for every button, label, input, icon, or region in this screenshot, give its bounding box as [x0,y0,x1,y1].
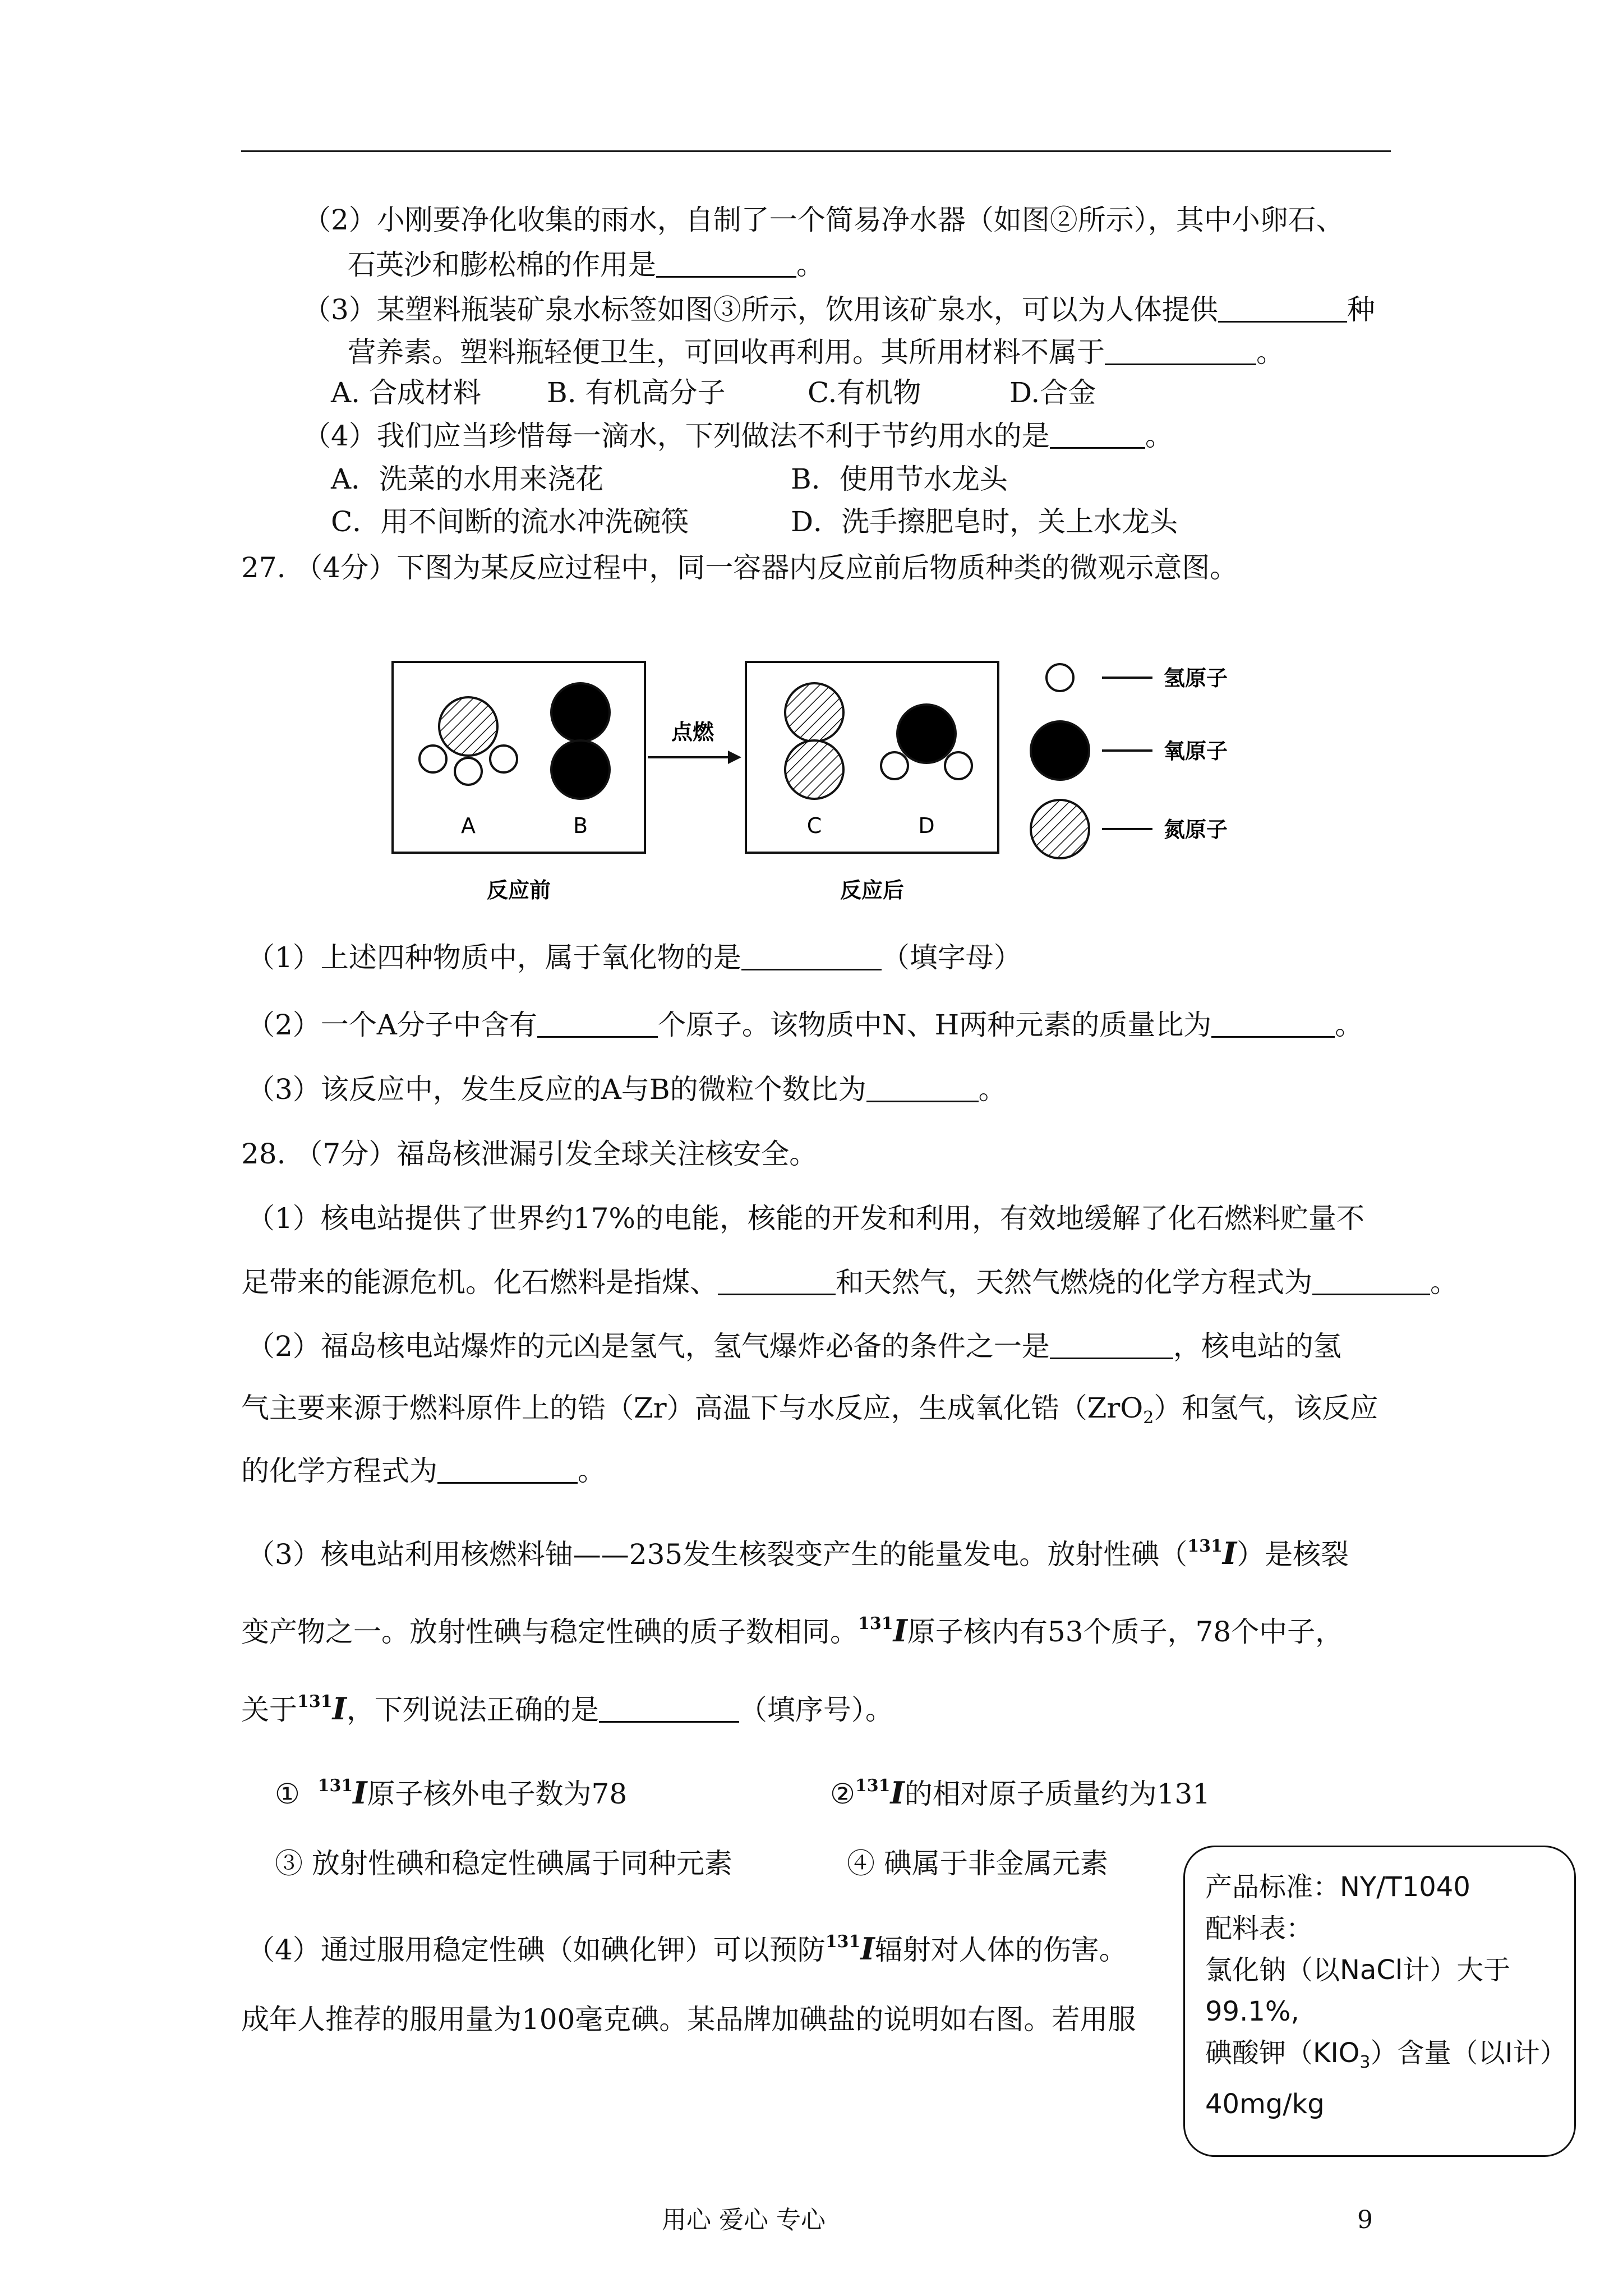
q26-part3-line1: （3）某塑料瓶装矿泉水标签如图③所示，饮用该矿泉水，可以为人体提供 种 [303,293,1375,326]
salt-label-kio3: 碘酸钾$(KIO_3)$含量（以I计）40mg/kg [1205,2037,1553,2120]
label-b: B [573,813,588,838]
answer-blank[interactable] [599,1699,739,1723]
answer-blank[interactable] [1211,1014,1335,1038]
legend-nitrogen-icon [1031,800,1089,858]
q28-option-4: ④ 碘属于非金属元素 [847,1847,1108,1880]
arrow-label: 点燃 [671,720,714,744]
nitrogen-atom [785,740,843,799]
q26-option-c: C.有机物 [808,376,921,409]
answer-blank[interactable] [1105,341,1256,365]
answer-blank[interactable] [1050,1335,1173,1359]
hydrogen-atom [419,746,446,772]
caption-before: 反应前 [486,878,551,903]
q26-part4: （4）我们应当珍惜每一滴水，下列做法不利于节约用水的是 。 [303,420,1173,452]
legend-hydrogen-icon [1046,664,1073,691]
q28-option-3: ③ 放射性碘和稳定性碘属于同种元素 [275,1847,732,1880]
footer-motto: 用心 爱心 专心 [662,2206,826,2234]
salt-label-standard: 产品标准：NY/T1040 [1205,1871,1470,1903]
q27-part1: （1）上述四种物质中，属于氧化物的是 （填字母） [247,941,1022,974]
label-d: D [918,813,935,838]
answer-blank[interactable] [1218,298,1347,323]
legend-hydrogen-label: 氢原子 [1164,666,1228,691]
answer-blank[interactable] [1050,425,1145,449]
hydrogen-atom [490,746,517,772]
q28-part4-line2: 成年人推荐的服用量为100毫克碘。某品牌加碘盐的说明如右图。若用服 [241,2003,1136,2036]
q27-title: 27. （4分）下图为某反应过程中，同一容器内反应前后物质种类的微观示意图。 [241,551,1238,584]
salt-label-nacl: 氯化钠（以NaCl计）大于99.1%, [1205,1954,1511,2027]
hydrogen-atom [881,752,908,779]
q26-option-d: D.合金 [1009,376,1096,409]
salt-label-ingredients-heading: 配料表： [1205,1913,1313,1944]
hydrogen-atom [455,758,482,785]
answer-blank[interactable] [537,1014,658,1038]
iodized-salt-label [1183,1846,1576,2157]
q28-part2-line1: （2）福岛核电站爆炸的元凶是氢气，氢气爆炸必备的条件之一是 ，核电站的氢 [247,1330,1341,1363]
label-c: C [806,813,822,838]
label-a: A [461,813,476,838]
q28-part3-line1: （3）核电站利用核燃料铀——235发生核裂变产生的能量发电。放射性碘（$^{131}$I）是核裂 [247,1535,1349,1571]
oxygen-atom [551,683,610,742]
q28-part4-line1: （4）通过服用稳定性碘（如碘化钾）可以预防$^{131}$I辐射对人体的伤害。 [247,1931,1127,1967]
q27-part2: （2）一个A分子中含有 个原子。该物质中N、H两种元素的质量比为 。 [247,1009,1363,1041]
hydrogen-atom [945,752,972,779]
q26-part2-line1: （2）小刚要净化收集的雨水，自制了一个简易净水器（如图②所示），其中小卵石、 [303,204,1344,236]
oxygen-atom [897,705,956,763]
answer-blank[interactable] [866,1078,979,1102]
q26-option-b: B. 有机高分子 [547,376,726,409]
nitrogen-atom [439,697,497,756]
answer-blank[interactable] [741,946,882,970]
q28-part2-line3: 的化学方程式为 。 [241,1455,606,1487]
q26-part4-option-d: D．洗手擦肥皂时，关上水龙头 [791,505,1178,538]
q26-option-a: A. 合成材料 [331,376,481,409]
q26-part2-line2: 石英沙和膨松棉的作用是 。 [348,249,824,281]
q28-part1-line1: （1）核电站提供了世界约17%的电能，核能的开发和利用，有效地缓解了化石燃料贮量不 [247,1202,1364,1235]
reaction-diagram [387,651,1301,914]
q26-part3-line2: 营养素。塑料瓶轻便卫生，可回收再利用。其所用材料不属于 。 [348,336,1284,369]
q28-part3-line3: 关于$^{131}$I，下列说法正确的是 （填序号）。 [241,1691,893,1727]
legend-oxygen-label: 氧原子 [1164,739,1228,763]
answer-blank[interactable] [718,1271,836,1295]
legend-oxygen-icon [1031,721,1089,780]
q26-part4-option-a: A．洗菜的水用来浇花 [331,463,604,495]
page-number: 9 [1357,2206,1373,2234]
caption-after: 反应后 [840,878,905,903]
q26-part4-option-c: C．用不间断的流水冲洗碗筷 [331,505,689,538]
q28-option-1: ① $^{131}$I原子核外电子数为78 [275,1775,628,1811]
nitrogen-atom [785,683,843,742]
q28-part3-line2: 变产物之一。放射性碘与稳定性碘的质子数相同。$^{131}$I原子核内有53个质子，78个中子， [241,1613,1344,1649]
q27-part3: （3）该反应中，发生反应的A与B的微粒个数比为 。 [247,1073,1007,1106]
oxygen-atom [551,740,610,799]
legend-nitrogen-label: 氮原子 [1164,817,1228,842]
answer-blank[interactable] [656,254,796,278]
q26-part4-option-b: B．使用节水龙头 [791,463,1008,495]
q28-part1-line2: 足带来的能源危机。化石燃料是指煤、 和天然气，天然气燃烧的化学方程式为 。 [241,1266,1458,1299]
answer-blank[interactable] [1312,1271,1430,1295]
q28-part2-line2: 气主要来源于燃料原件上的锆（Zr）高温下与水反应，生成氧化锆（ZrO$_2$）和氢气，该反应 [241,1392,1378,1428]
arrow-head-icon [728,751,741,764]
q28-option-2: ②$^{131}$I的相对原子质量约为131 [830,1775,1211,1811]
answer-blank[interactable] [437,1460,578,1484]
q28-title: 28. （7分）福岛核泄漏引发全球关注核安全。 [241,1138,818,1170]
header-rule [241,150,1391,152]
